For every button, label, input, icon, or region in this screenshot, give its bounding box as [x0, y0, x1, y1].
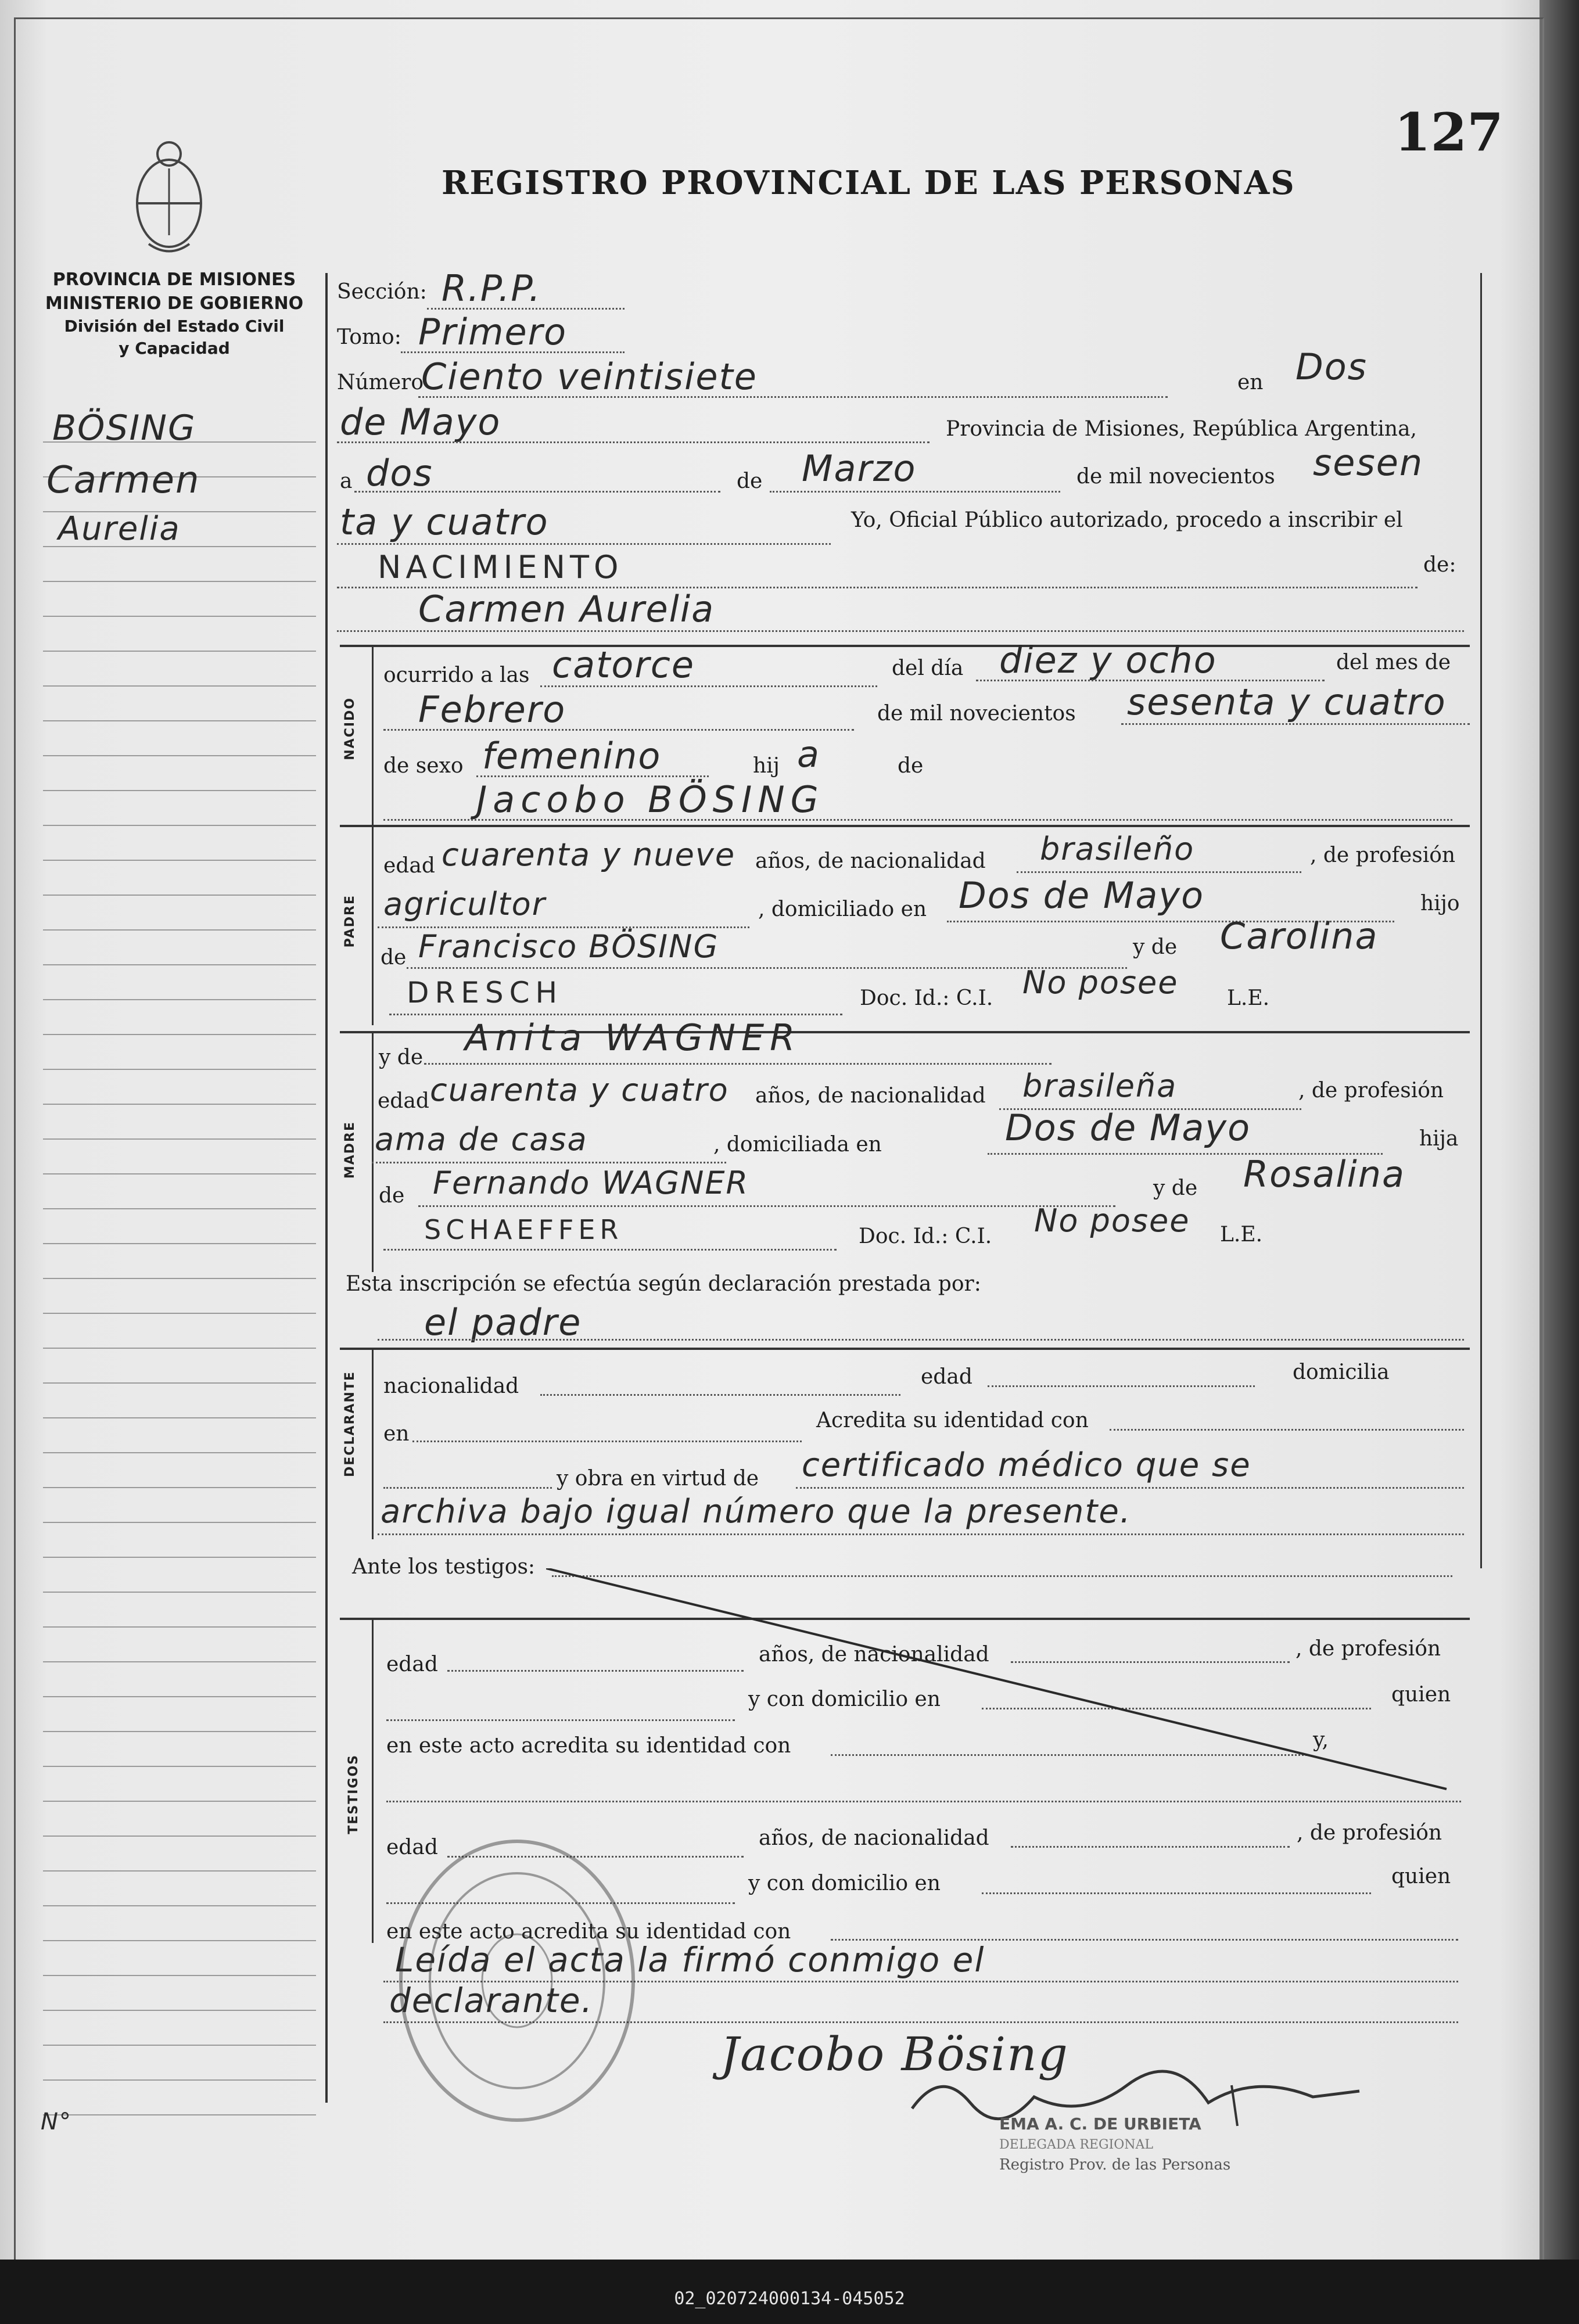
margin-rule-line	[43, 1243, 316, 1244]
line-virtud-1	[796, 1487, 1464, 1489]
margin-rule-line	[43, 1836, 316, 1837]
label-hij: hij	[753, 754, 780, 778]
line-padre-madre-2	[389, 1014, 842, 1015]
line-seccion	[427, 308, 625, 310]
line-lugar	[337, 441, 930, 443]
line-madre-prof	[372, 1162, 726, 1163]
label-padre-domiciliado: , domiciliado en	[758, 897, 927, 921]
field-padre-dom: Dos de Mayo	[959, 874, 1205, 917]
label-section-nacido: NACIDO	[343, 697, 357, 760]
margin-rule-line	[43, 1173, 316, 1174]
field-madre-madre-1: Rosalina	[1243, 1153, 1406, 1195]
margin-surname: BÖSING	[52, 408, 196, 448]
label-padre-anos: años, de nacionalidad	[755, 849, 986, 873]
line-mes	[770, 491, 1060, 493]
line-numero	[418, 396, 1168, 398]
field-lugar: de Mayo	[340, 401, 501, 443]
field-virtud-2: archiva bajo igual número que la presente.	[381, 1493, 1132, 1531]
official-stamp-icon	[395, 1836, 639, 2126]
field-padre: Jacobo BÖSING	[476, 778, 824, 821]
margin-rule-line	[43, 1487, 316, 1488]
margin-rule-line	[43, 1696, 316, 1697]
label-padre-profesion: , de profesión	[1310, 843, 1456, 867]
label-de-mes: de	[737, 469, 763, 493]
label-madre-profesion: , de profesión	[1298, 1079, 1444, 1102]
rule-madre-side	[372, 1031, 374, 1272]
margin-rule-line	[43, 1313, 316, 1314]
label-section-padre: PADRE	[343, 895, 357, 948]
field-a-dia: dos	[366, 452, 433, 494]
label-numero: Número	[337, 371, 424, 394]
line-decl-acredita	[1110, 1429, 1464, 1431]
label-padre-le: L.E.	[1227, 986, 1270, 1010]
field-cierre-2: declarante.	[389, 1981, 594, 2020]
margin-rule-line	[43, 616, 316, 617]
label-decl-en: en	[383, 1422, 410, 1446]
margin-rule-line	[43, 929, 316, 931]
label-de-mil-2: de mil novecientos	[877, 702, 1076, 725]
field-cierre-1: Leída el acta la firmó conmigo el	[395, 1940, 985, 1980]
line-padre-nac	[1017, 871, 1301, 873]
field-hij-suffix: a	[797, 733, 820, 775]
field-nombre: Carmen Aurelia	[418, 588, 715, 630]
label-tomo: Tomo:	[337, 325, 401, 349]
margin-rule-line	[43, 2010, 316, 2011]
rule-declarante-side	[372, 1348, 374, 1539]
margin-rule-line	[43, 1278, 316, 1279]
field-seccion: R.P.P.	[442, 267, 541, 310]
line-virtud-2	[378, 1533, 1464, 1535]
label-decl-domicilia: domicilia	[1293, 1360, 1390, 1384]
field-padre-madre-2: DRESCH	[407, 976, 564, 1010]
field-hora: catorce	[552, 644, 695, 686]
margin-rule-line	[43, 1661, 316, 1662]
margin-rule-line	[43, 1870, 316, 1872]
line-madre-padre	[418, 1205, 1115, 1207]
field-madre-nac: brasileña	[1022, 1068, 1178, 1104]
label-seccion: Sección:	[337, 280, 427, 304]
margin-rule-line	[43, 1208, 316, 1209]
label-madre-anos: años, de nacionalidad	[755, 1084, 986, 1108]
label-section-testigos: TESTIGOS	[346, 1754, 361, 1834]
declarant-signature: Jacobo Bösing	[720, 2027, 1069, 2081]
line-sexo	[476, 775, 709, 777]
line-decl-nacionalidad	[540, 1394, 900, 1396]
label-hija: hija	[1419, 1127, 1459, 1151]
margin-rule-line	[43, 860, 316, 861]
field-sexo: femenino	[482, 735, 662, 777]
line-padre	[383, 819, 1452, 821]
field-mes: Marzo	[802, 447, 917, 490]
margin-rule-line	[43, 2114, 316, 2115]
field-madre-edad: cuarenta y cuatro	[430, 1072, 729, 1108]
field-padre-madre-1: Carolina	[1220, 915, 1379, 957]
field-padre-edad: cuarenta y nueve	[442, 836, 736, 873]
field-madre-doc: No posee	[1034, 1202, 1190, 1239]
field-tomo: Primero	[418, 311, 568, 353]
margin-rule-line	[43, 1069, 316, 1070]
scan-identifier: 02_020724000134-045052	[674, 2289, 905, 2309]
label-t1-dom: y con domicilio en	[748, 1687, 941, 1711]
rule-testigos-side	[372, 1618, 374, 1943]
margin-first-name: Carmen	[46, 459, 200, 502]
line-decl-en	[412, 1441, 802, 1442]
line-hora	[540, 685, 877, 687]
line-t2-dom	[982, 1892, 1371, 1894]
rule-padre-top	[340, 825, 1470, 827]
field-madre-dom: Dos de Mayo	[1005, 1107, 1251, 1149]
label-t1-quien: quien	[1391, 1683, 1451, 1707]
label-decl-acredita: Acredita su identidad con	[816, 1409, 1089, 1432]
line-declarante	[378, 1339, 1464, 1341]
org-ministry: MINISTERIO DE GOBIERNO	[45, 293, 304, 314]
margin-rule-line	[43, 685, 316, 687]
field-madre-madre-2: SCHAEFFER	[424, 1214, 623, 1245]
field-anio-b: ta y cuatro	[340, 501, 549, 543]
page-title: REGISTRO PROVINCIAL DE LAS PERSONAS	[442, 164, 1296, 202]
label-padre-y-de: y de	[1133, 935, 1178, 959]
label-de-sexo: de sexo	[383, 754, 464, 778]
official-title: DELEGADA REGIONAL	[999, 2138, 1154, 2152]
margin-rule-line	[43, 1731, 316, 1732]
field-en: Dos	[1296, 346, 1368, 388]
margin-rule-line	[43, 1417, 316, 1418]
margin-rule-line	[43, 1138, 316, 1140]
label-y-obra: y obra en virtud de	[557, 1467, 759, 1490]
margin-bottom-mark: N°	[41, 2109, 72, 2135]
field-declarante: el padre	[424, 1301, 582, 1344]
form-right-border	[1480, 273, 1482, 1568]
label-del-mes: del mes de	[1336, 651, 1451, 674]
label-t2-anos: años, de nacionalidad	[759, 1826, 989, 1850]
label-madre-edad: edad	[378, 1089, 429, 1113]
label-provincia: Provincia de Misiones, República Argentina,	[946, 417, 1417, 441]
label-section-declarante: DECLARANTE	[343, 1371, 357, 1477]
field-acto: NACIMIENTO	[378, 549, 623, 586]
margin-rule-line	[43, 999, 316, 1000]
label-decl-nacionalidad: nacionalidad	[383, 1374, 519, 1398]
official-office: Registro Prov. de las Personas	[999, 2156, 1231, 2174]
line-nombre	[337, 630, 1464, 632]
field-anio-a: sesen	[1313, 441, 1424, 484]
margin-rule-line	[43, 1801, 316, 1802]
margin-rule-line	[43, 2045, 316, 2046]
margin-rule-line	[43, 1626, 316, 1628]
margin-rule-line	[43, 825, 316, 826]
label-t2-dom: y con domicilio en	[748, 1872, 941, 1895]
label-madre-domiciliada: , domiciliada en	[713, 1133, 882, 1156]
label-de-sexo-de: de	[898, 754, 924, 778]
rule-padre-side	[372, 825, 374, 1025]
issuing-organization	[35, 268, 314, 360]
margin-rule-line	[43, 1557, 316, 1558]
label-ocurrido: ocurrido a las	[383, 663, 530, 687]
margin-rule-line	[43, 790, 316, 791]
label-t1-acto: en este acto acredita su identidad con	[386, 1734, 791, 1758]
witness-cancel-line	[546, 1568, 1452, 1801]
org-division: División del Estado Civil	[64, 317, 285, 336]
org-division-cont: y Capacidad	[119, 338, 230, 358]
field-mes-nac: Febrero	[418, 688, 566, 731]
margin-rule-line	[43, 581, 316, 582]
label-inscripcion: Esta inscripción se efectúa según declaración prestada por:	[346, 1272, 981, 1296]
rule-nacido-top	[340, 645, 1470, 647]
margin-rule-line	[43, 720, 316, 721]
margin-rule-line	[43, 1034, 316, 1035]
margin-rule-line	[43, 1104, 316, 1105]
line-padre-padre	[407, 967, 1127, 969]
margin-rule-line	[43, 1975, 316, 1976]
margin-rule-line	[43, 895, 316, 896]
field-madre: Anita WAGNER	[465, 1016, 801, 1059]
margin-rule-line	[43, 651, 316, 652]
label-t2-prof: , de profesión	[1297, 1821, 1442, 1845]
line-decl-virtud-pre	[383, 1487, 552, 1489]
field-padre-nac: brasileño	[1040, 831, 1195, 867]
field-madre-prof: ama de casa	[375, 1121, 588, 1158]
label-de-mil: de mil novecientos	[1076, 465, 1275, 488]
label-decl-edad: edad	[921, 1365, 972, 1389]
margin-rule-line	[43, 1348, 316, 1349]
label-yo: Yo, Oficial Público autorizado, procedo a inscribir el	[851, 508, 1403, 532]
line-madre	[424, 1063, 1052, 1065]
official-name: EMA A. C. DE URBIETA	[999, 2114, 1201, 2133]
label-padre-doc: Doc. Id.: C.I.	[860, 986, 993, 1010]
margin-rule-line	[43, 1522, 316, 1523]
label-y-de-madre: y de	[379, 1046, 424, 1069]
line-mes-nac	[383, 729, 854, 731]
margin-rule-line	[43, 1452, 316, 1453]
line-tomo	[401, 351, 625, 353]
margin-rule-line	[43, 964, 316, 965]
line-anio-b	[337, 543, 831, 545]
line-anio-nac	[1121, 723, 1470, 725]
margin-rule-line	[43, 1592, 316, 1593]
label-del-dia: del día	[892, 656, 964, 680]
field-virtud-1: certificado médico que se	[802, 1446, 1251, 1484]
field-numero: Ciento veintisiete	[421, 355, 758, 398]
form-left-border	[325, 273, 328, 2103]
book-spine-shadow	[1539, 0, 1579, 2265]
label-t1-y: y,	[1313, 1728, 1329, 1752]
line-decl-edad	[988, 1385, 1255, 1387]
label-ante-testigos: Ante los testigos:	[352, 1555, 536, 1579]
field-dia: diez y ocho	[999, 639, 1217, 681]
label-hijo: hijo	[1420, 892, 1460, 915]
label-t2-acto: en este acto acredita su identidad con	[386, 1920, 791, 1944]
line-madre-madre-2	[383, 1249, 837, 1251]
margin-rule-line	[43, 755, 316, 756]
margin-rule-line	[43, 2079, 316, 2081]
rule-declarante-top	[340, 1348, 1470, 1350]
label-section-madre: MADRE	[343, 1121, 357, 1179]
label-padre-de: de	[381, 946, 407, 969]
label-madre-de: de	[379, 1184, 405, 1208]
label-t2-edad: edad	[386, 1836, 438, 1859]
line-a	[354, 491, 720, 493]
page-number: 127	[1394, 102, 1503, 163]
label-de-colon: de:	[1423, 553, 1456, 577]
label-t1-edad: edad	[386, 1653, 438, 1676]
label-madre-doc: Doc. Id.: C.I.	[859, 1224, 992, 1248]
margin-second-name: Aurelia	[58, 510, 181, 548]
rule-nacido-side	[372, 645, 374, 825]
field-padre-prof: agricultor	[383, 886, 546, 922]
label-en: en	[1237, 371, 1264, 394]
label-madre-y-de: y de	[1153, 1176, 1198, 1200]
margin-rule-line	[43, 1905, 316, 1906]
field-padre-doc: No posee	[1022, 964, 1179, 1001]
field-padre-padre: Francisco BÖSING	[418, 928, 719, 965]
line-t2-nac	[1011, 1846, 1290, 1848]
margin-rule-line	[43, 1766, 316, 1767]
field-anio-nac: sesenta y cuatro	[1127, 681, 1447, 723]
field-madre-padre: Fernando WAGNER	[433, 1165, 749, 1201]
label-madre-le: L.E.	[1220, 1223, 1263, 1247]
margin-rule-line	[43, 1382, 316, 1384]
org-province: PROVINCIA DE MISIONES	[52, 270, 296, 290]
label-t2-quien: quien	[1391, 1865, 1451, 1888]
line-t1-end	[386, 1801, 1461, 1802]
margin-rule-line	[43, 1940, 316, 1941]
label-a: a	[340, 469, 353, 493]
label-t1-anos: años, de nacionalidad	[759, 1643, 989, 1666]
label-t1-prof: , de profesión	[1296, 1637, 1441, 1661]
label-padre-edad: edad	[383, 854, 435, 878]
coat-of-arms-icon	[125, 134, 213, 261]
